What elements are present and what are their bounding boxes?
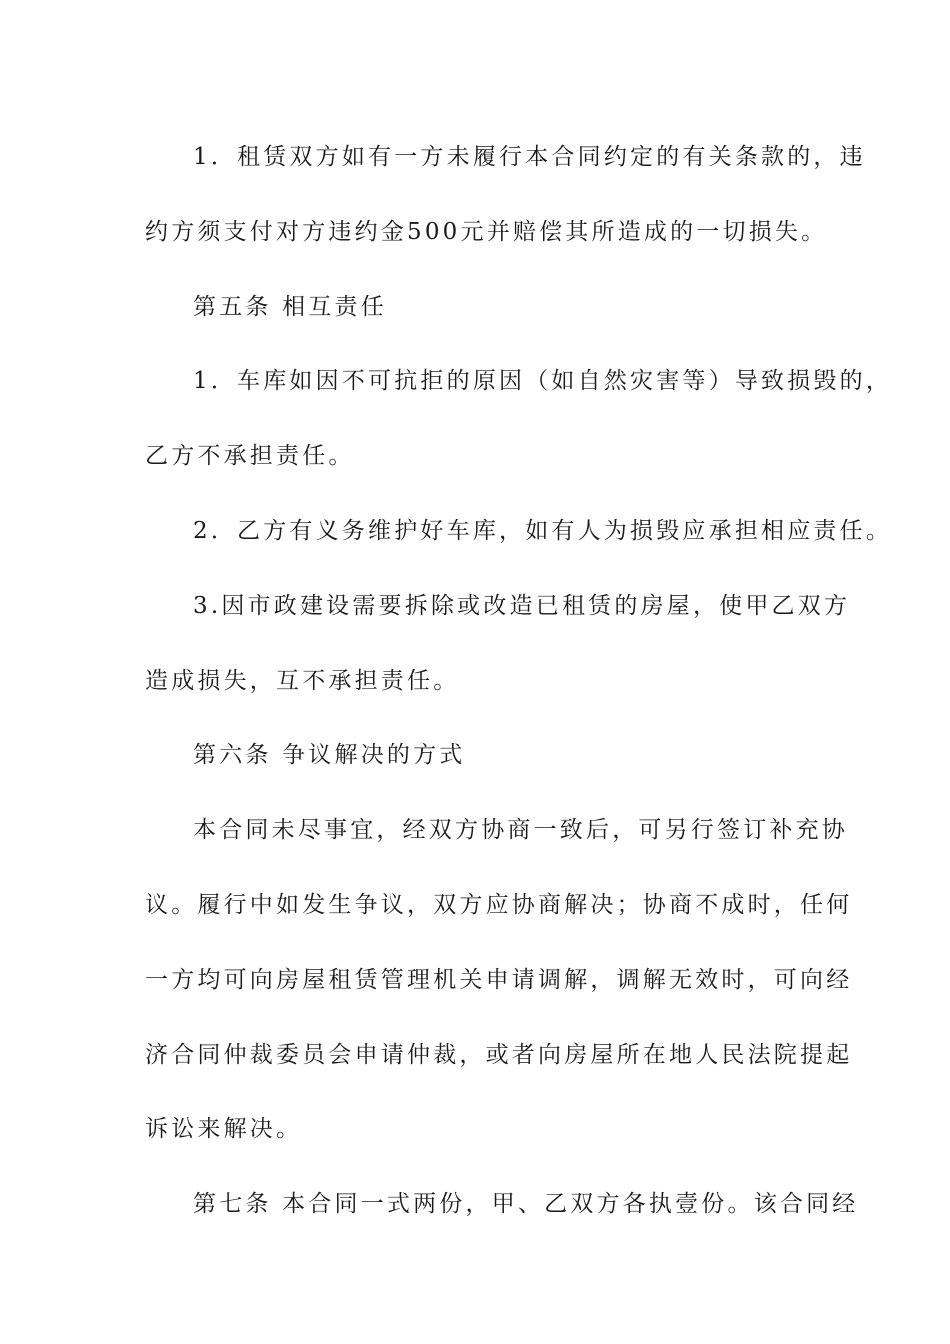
clause-5-item-3-line-2: 造成损失，互不承担责任。 xyxy=(145,667,460,694)
clause-5-item-1-line-1: 1．车库如因不可抗拒的原因（如自然灾害等）导致损毁的， xyxy=(193,368,893,395)
document-body xyxy=(145,120,893,1242)
clause-7-line-1: 第七条 本合同一式两份，甲、乙双方各执壹份。该合同经 xyxy=(193,1191,859,1218)
clause-6-para-line-2: 议。履行中如发生争议，双方应协商解决；协商不成时，任何 xyxy=(145,891,853,918)
clause-6-heading: 第六条 争议解决的方式 xyxy=(193,742,466,769)
clause-6-para-line-4: 济合同仲裁委员会申请仲裁，或者向房屋所在地人民法院提起 xyxy=(145,1041,853,1068)
clause-4-item-1-line-1: 1．租赁双方如有一方未履行本合同约定的有关条款的，违 xyxy=(193,144,866,170)
clause-6-para-line-1: 本合同未尽事宜，经双方协商一致后，可另行签订补充协 xyxy=(193,817,848,844)
clause-5-item-1-line-2: 乙方不承担责任。 xyxy=(145,443,355,470)
clause-5-item-3-line-1: 3.因市政建设需要拆除或改造已租赁的房屋，使甲乙双方 xyxy=(193,592,851,619)
clause-6-para-line-3: 一方均可向房屋租赁管理机关申请调解，调解无效时，可向经 xyxy=(145,966,853,993)
clause-6-para-line-5: 诉讼来解决。 xyxy=(145,1116,303,1143)
clause-5-heading: 第五条 相互责任 xyxy=(193,293,387,320)
clause-5-item-2: 2．乙方有义务维护好车库，如有人为损毁应承担相应责任。 xyxy=(193,517,893,544)
clause-4-item-1-line-2: 约方须支付对方违约金500元并赔偿其所造成的一切损失。 xyxy=(145,218,828,245)
